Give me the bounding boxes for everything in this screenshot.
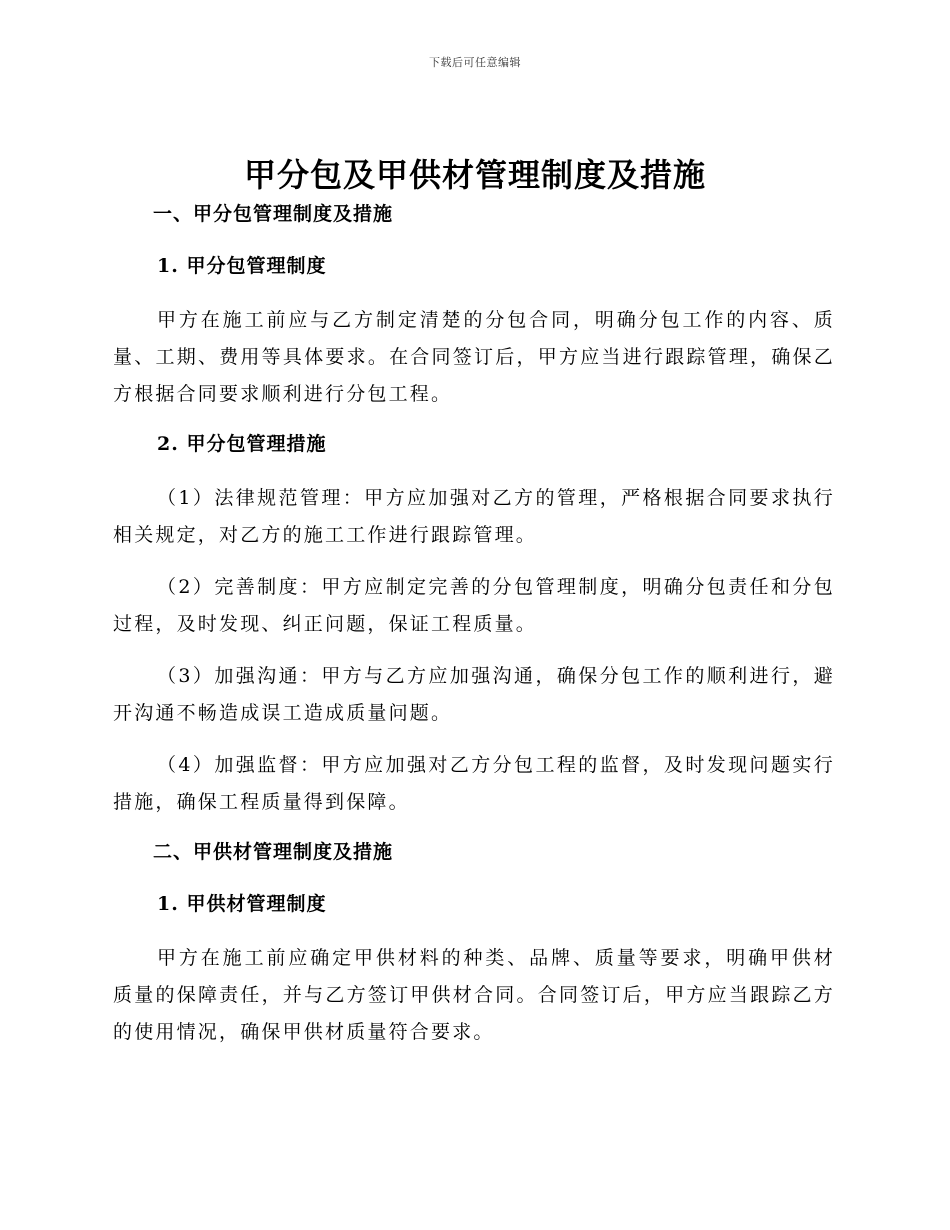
section-2-heading: 二、甲供材管理制度及措施 — [153, 841, 394, 863]
document-body — [113, 198, 835, 1066]
measure-item-3: （3）加强沟通：甲方与乙方应加强沟通，确保分包工作的顺利进行，避开沟通不畅造成误工造成质量问题。 — [113, 665, 835, 724]
section-1-2-heading: 2. 甲分包管理措施 — [157, 433, 327, 455]
measure-item-2: （2）完善制度：甲方应制定完善的分包管理制度，明确分包责任和分包过程，及时发现、纠正问题，保证工程质量。 — [113, 576, 835, 635]
measure-item-1: （1）法律规范管理：甲方应加强对乙方的管理，严格根据合同要求执行相关规定，对乙方的施工工作进行跟踪管理。 — [113, 487, 835, 546]
measure-item-4: （4）加强监督：甲方应加强对乙方分包工程的监督，及时发现问题实行措施，确保工程质量得到保障。 — [113, 754, 835, 813]
section-2-1-heading: 1. 甲供材管理制度 — [157, 893, 327, 915]
section-1-heading: 一、甲分包管理制度及措施 — [153, 203, 394, 225]
section-1-1-heading: 1. 甲分包管理制度 — [157, 255, 327, 277]
document-title: 甲分包及甲供材管理制度及措施 — [243, 156, 706, 194]
header-note: 下载后可任意编辑 — [429, 56, 521, 69]
section-1-1-paragraph: 甲方在施工前应与乙方制定清楚的分包合同，明确分包工作的内容、质量、工期、费用等具体要求。在合同签订后，甲方应当进行跟踪管理，确保乙方根据合同要求顺利进行分包工程。 — [113, 309, 835, 405]
section-2-1-paragraph: 甲方在施工前应确定甲供材料的种类、品牌、质量等要求，明确甲供材质量的保障责任，并与乙方签订甲供材合同。合同签订后，甲方应当跟踪乙方的使用情况，确保甲供材质量符合要求。 — [113, 947, 835, 1043]
